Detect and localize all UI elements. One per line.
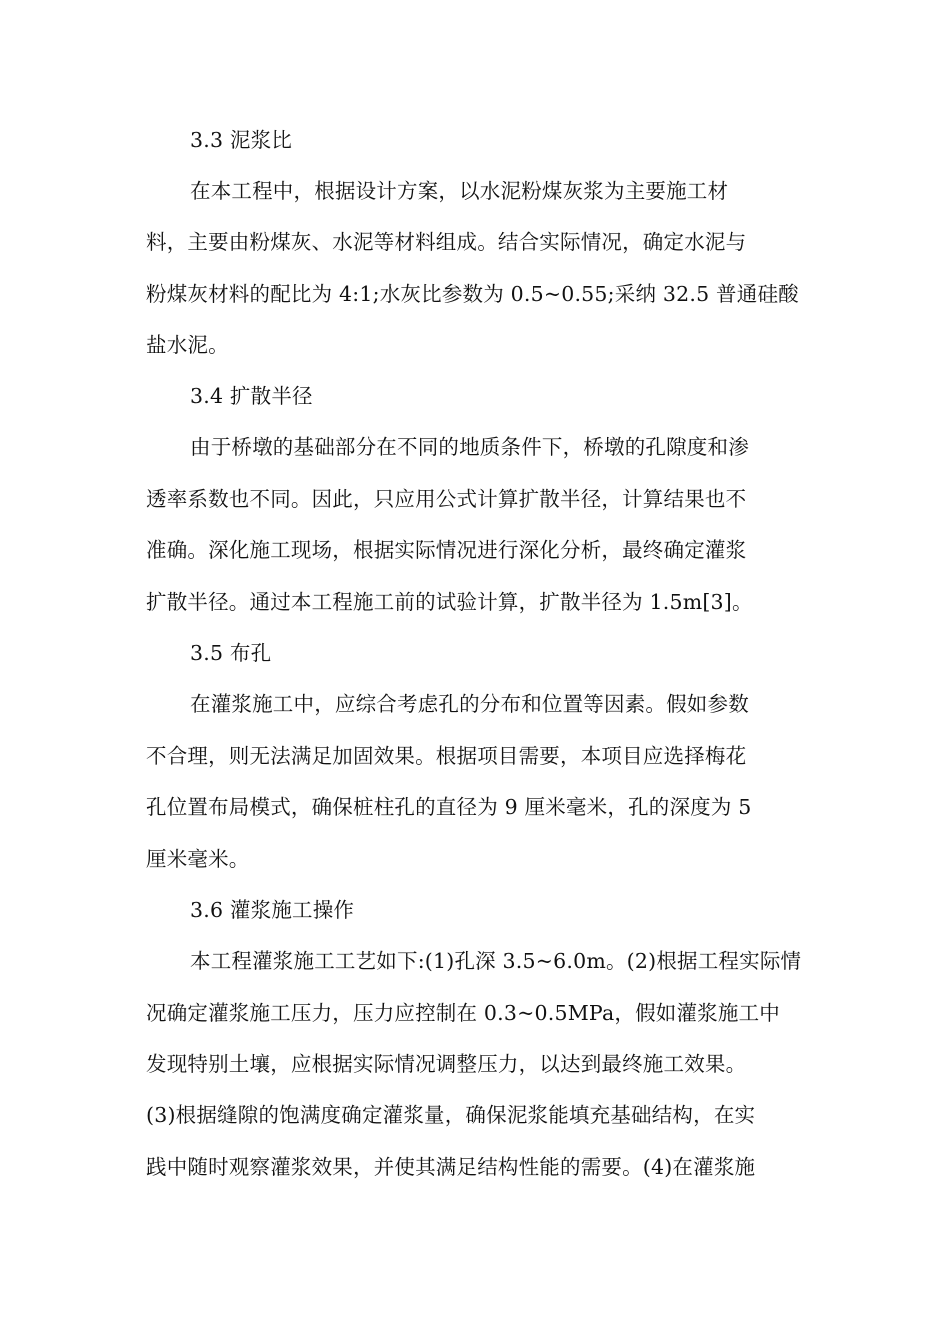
paragraph-line: 孔位置布局模式，确保桩柱孔的直径为 9 厘米毫米，孔的深度为 5 bbox=[146, 795, 752, 819]
paragraph-line: 不合理，则无法满足加固效果。根据项目需要，本项目应选择梅花 bbox=[146, 744, 747, 768]
paragraph-line: 由于桥墩的基础部分在不同的地质条件下，桥墩的孔隙度和渗 bbox=[190, 435, 749, 459]
paragraph-line: 扩散半径。通过本工程施工前的试验计算，扩散半径为 1.5m[3]。 bbox=[146, 590, 753, 614]
paragraph-line: 料，主要由粉煤灰、水泥等材料组成。结合实际情况，确定水泥与 bbox=[146, 230, 747, 254]
section-heading-3-6: 3.6 灌浆施工操作 bbox=[190, 898, 355, 922]
paragraph-line: 透率系数也不同。因此，只应用公式计算扩散半径，计算结果也不 bbox=[146, 487, 747, 511]
paragraph-line: 在本工程中，根据设计方案，以水泥粉煤灰浆为主要施工材 bbox=[190, 179, 729, 203]
paragraph-line: 践中随时观察灌浆效果，并使其满足结构性能的需要。(4)在灌浆施 bbox=[146, 1155, 756, 1179]
section-heading-3-5: 3.5 布孔 bbox=[190, 641, 272, 665]
paragraph-line: (3)根据缝隙的饱满度确定灌浆量，确保泥浆能填充基础结构，在实 bbox=[146, 1103, 756, 1127]
paragraph-line: 在灌浆施工中，应综合考虑孔的分布和位置等因素。假如参数 bbox=[190, 692, 749, 716]
paragraph-line: 况确定灌浆施工压力，压力应控制在 0.3~0.5MPa，假如灌浆施工中 bbox=[146, 1001, 780, 1025]
paragraph-line: 盐水泥。 bbox=[146, 333, 229, 357]
paragraph-line: 粉煤灰材料的配比为 4:1;水灰比参数为 0.5~0.55;采纳 32.5 普通硅酸 bbox=[146, 282, 799, 306]
paragraph-line: 本工程灌浆施工工艺如下:(1)孔深 3.5~6.0m。(2)根据工程实际情 bbox=[190, 949, 802, 973]
section-heading-3-4: 3.4 扩散半径 bbox=[190, 384, 313, 408]
paragraph-line: 厘米毫米。 bbox=[146, 847, 250, 871]
paragraph-line: 发现特别土壤，应根据实际情况调整压力，以达到最终施工效果。 bbox=[146, 1052, 747, 1076]
paragraph-line: 准确。深化施工现场，根据实际情况进行深化分析，最终确定灌浆 bbox=[146, 538, 747, 562]
section-heading-3-3: 3.3 泥浆比 bbox=[190, 128, 293, 152]
